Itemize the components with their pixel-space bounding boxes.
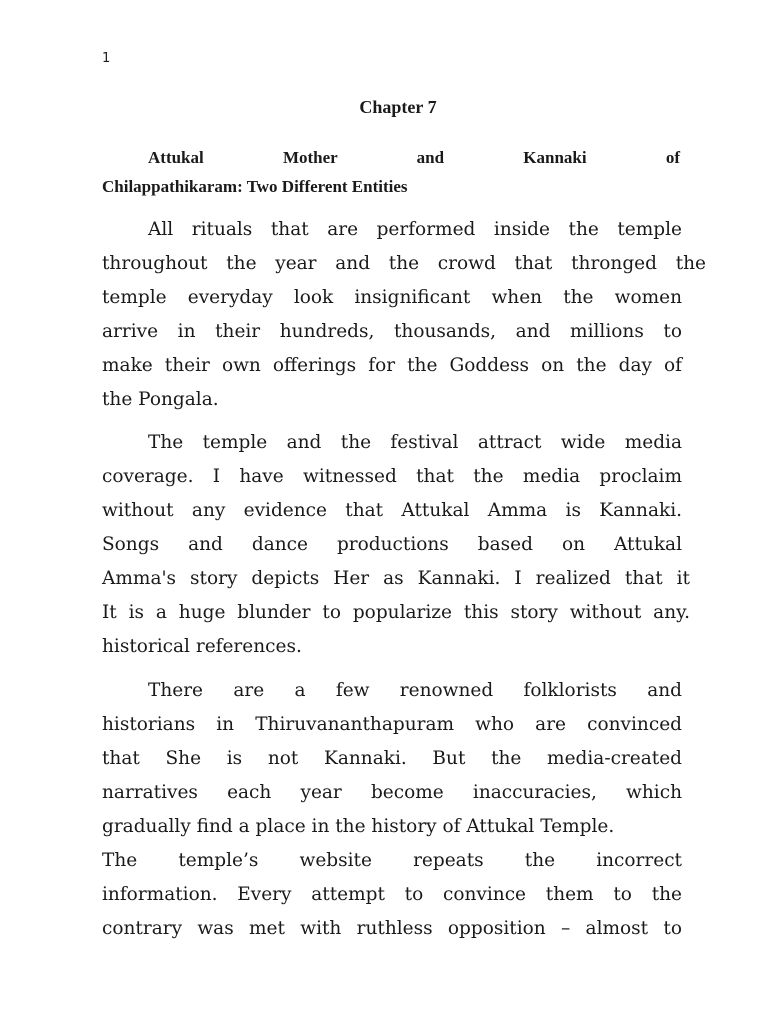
- paragraph-line: the Pongala.: [102, 389, 219, 410]
- paragraph-line: that She is not Kannaki. But the media-created: [102, 748, 682, 769]
- paragraph-2: [102, 426, 690, 664]
- paragraph-line: Amma's story depicts Her as Kannaki. I realized that it: [102, 568, 690, 589]
- paragraph-line: make their own offerings for the Goddess on the day of: [102, 355, 682, 376]
- paragraph-line: historians in Thiruvananthapuram who are convinced: [102, 714, 682, 735]
- paragraph-line: temple everyday look insignificant when the women: [102, 287, 682, 308]
- subtitle-line-1: Attukal Mother and Kannaki of: [148, 148, 680, 167]
- paragraph-line: All rituals that are performed inside the temple: [148, 219, 682, 240]
- paragraph-line: Songs and dance productions based on Attukal: [102, 534, 682, 555]
- chapter-subtitle: [102, 140, 680, 204]
- paragraph-1: [102, 213, 706, 417]
- paragraph-line: It is a huge blunder to popularize this story without any.: [102, 602, 690, 623]
- paragraph-line: information. Every attempt to convince them to the: [102, 884, 682, 905]
- paragraph-line: without any evidence that Attukal Amma is Kannaki.: [102, 500, 682, 521]
- chapter-heading: Chapter 7: [359, 97, 437, 117]
- paragraph-line: coverage. I have witnessed that the media proclaim: [102, 466, 682, 487]
- paragraph-line: gradually find a place in the history of Attukal Temple.: [102, 816, 615, 837]
- paragraph-line: contrary was met with ruthless opposition – almost to: [102, 918, 682, 939]
- paragraph-line: The temple and the festival attract wide media: [148, 432, 682, 453]
- page-number: 1: [102, 51, 111, 66]
- paragraph-line: historical references.: [102, 636, 302, 657]
- subtitle-line-2: Chilappathikaram: Two Different Entities: [102, 177, 408, 196]
- paragraph-line: The temple’s website repeats the incorrect: [102, 850, 682, 871]
- paragraph-line: narratives each year become inaccuracies, which: [102, 782, 682, 803]
- paragraph-line: arrive in their hundreds, thousands, and millions to: [102, 321, 682, 342]
- paragraph-line: There are a few renowned folklorists and: [148, 680, 682, 701]
- paragraph-line: throughout the year and the crowd that thronged the: [102, 253, 706, 274]
- paragraph-3: [102, 674, 682, 946]
